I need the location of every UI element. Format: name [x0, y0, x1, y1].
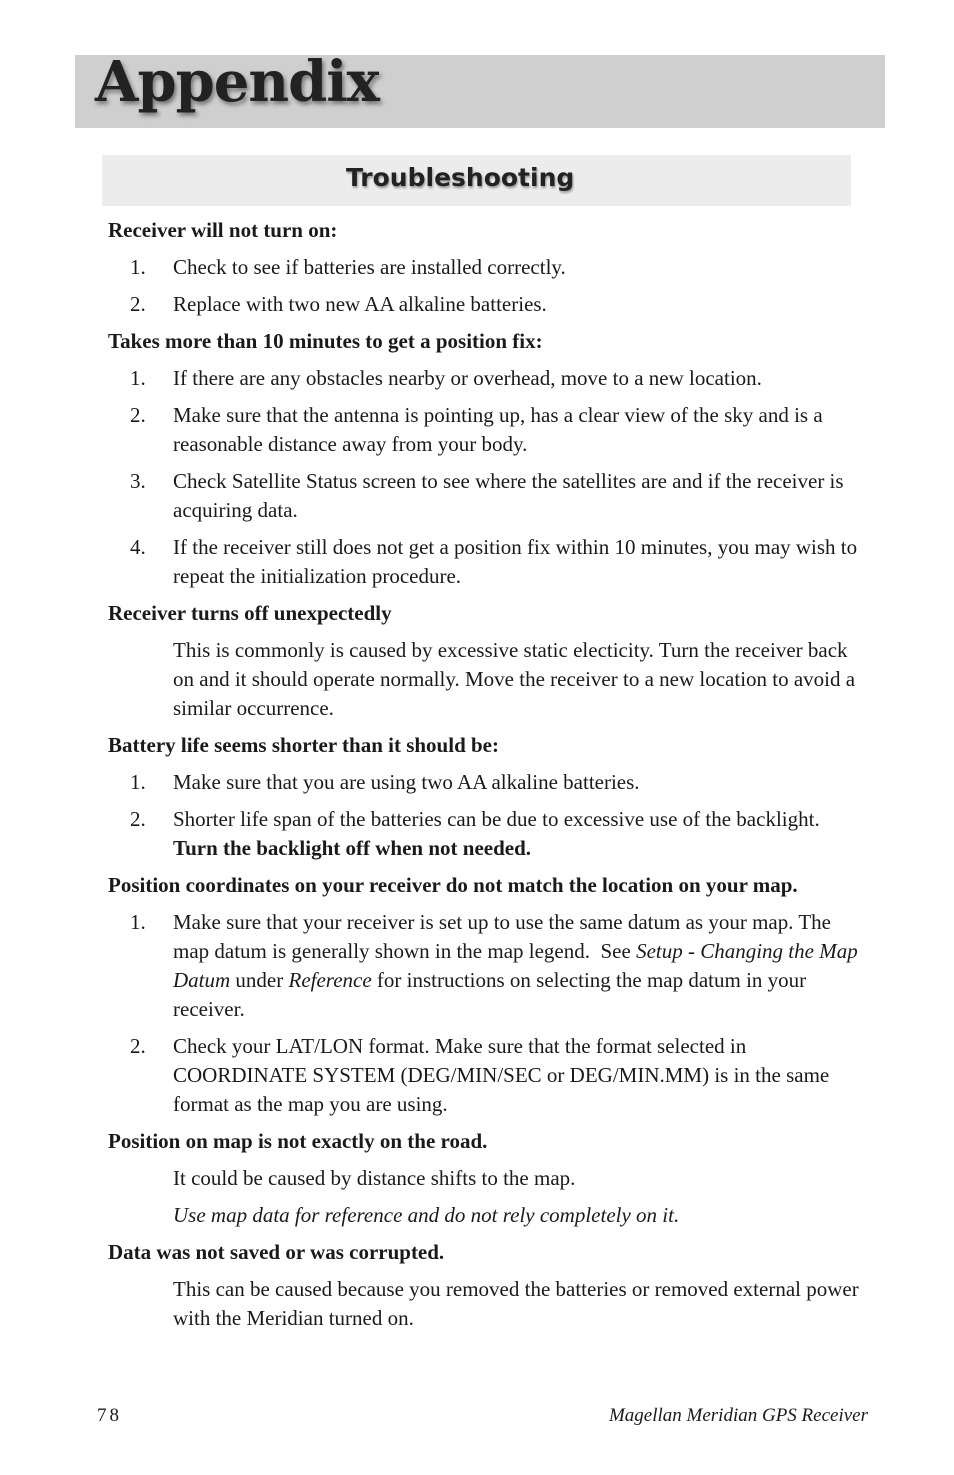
appendix-banner — [75, 49, 885, 128]
appendix-title: Appendix — [95, 49, 379, 115]
list-item: 2. Replace with two new AA alkaline batteries. — [130, 292, 547, 316]
book-title: Magellan Meridian GPS Receiver — [608, 1405, 868, 1426]
list-item: 3. Check Satellite Status screen to see where the satellites are and if the receiver is acquiring data. — [130, 469, 844, 522]
section-heading: Data was not saved or was corrupted. — [108, 1240, 445, 1264]
italic-note: Use map data for reference and do not rely completely on it. — [173, 1203, 680, 1227]
section-heading: Position coordinates on your receiver do not match the location on your map. — [108, 873, 798, 897]
list-item: 1. If there are any obstacles nearby or overhead, move to a new location. — [130, 366, 762, 390]
list-item: 1. Make sure that you are using two AA alkaline batteries. — [130, 770, 640, 794]
list-item: 2. Check your LAT/LON format. Make sure that the format selected in COORDINATE SYSTEM (DEG/MIN/SEC or DEG/MIN.MM) is in the same format as the map you are using. — [130, 1034, 830, 1116]
section-heading: Position on map is not exactly on the road. — [108, 1129, 488, 1153]
section-paragraph: This can be caused because you removed the batteries or removed external power with the Meridian turned on. — [173, 1277, 859, 1330]
section-banner — [102, 155, 851, 206]
section-paragraph: It could be caused by distance shifts to the map. — [173, 1166, 576, 1190]
list-item: 2. Shorter life span of the batteries can be due to excessive use of the backlight. Turn the backlight off when not needed. — [130, 807, 831, 860]
numbered-list — [108, 364, 868, 591]
list-item: 1. Make sure that your receiver is set up to use the same datum as your map. The map datum is generally shown in the map legend. See Setup - Changing the Map Datum under Reference for instructions on selecting the map datum in your receiver. — [130, 910, 858, 1021]
troubleshooting-content — [108, 216, 868, 1341]
numbered-list — [108, 253, 868, 319]
numbered-list — [108, 908, 868, 1119]
section-heading: Takes more than 10 minutes to get a position fix: — [108, 329, 543, 353]
numbered-list — [108, 768, 868, 863]
reference-link-text: Reference — [288, 968, 372, 992]
section-paragraph: This is commonly is caused by excessive static electicity. Turn the receiver back on and it should operate normally. Move the receiver to a new location to avoid a similar occurrence. — [173, 638, 856, 720]
section-heading: Receiver will not turn on: — [108, 218, 338, 242]
list-item: 1. Check to see if batteries are installed correctly. — [130, 255, 566, 279]
bold-note: Turn the backlight off when not needed. — [173, 836, 532, 860]
section-heading: Receiver turns off unexpectedly — [108, 601, 392, 625]
list-item: 4. If the receiver still does not get a position fix within 10 minutes, you may wish to repeat the initialization procedure. — [130, 535, 858, 588]
section-title: Troubleshooting — [346, 163, 575, 192]
reference-link-text: Setup - Changing the Map Datum — [173, 939, 858, 992]
section-heading: Battery life seems shorter than it should be: — [108, 733, 499, 757]
list-item: 2. Make sure that the antenna is pointing up, has a clear view of the sky and is a reasonable distance away from your body. — [130, 403, 823, 456]
page-number: 78 — [97, 1405, 122, 1426]
